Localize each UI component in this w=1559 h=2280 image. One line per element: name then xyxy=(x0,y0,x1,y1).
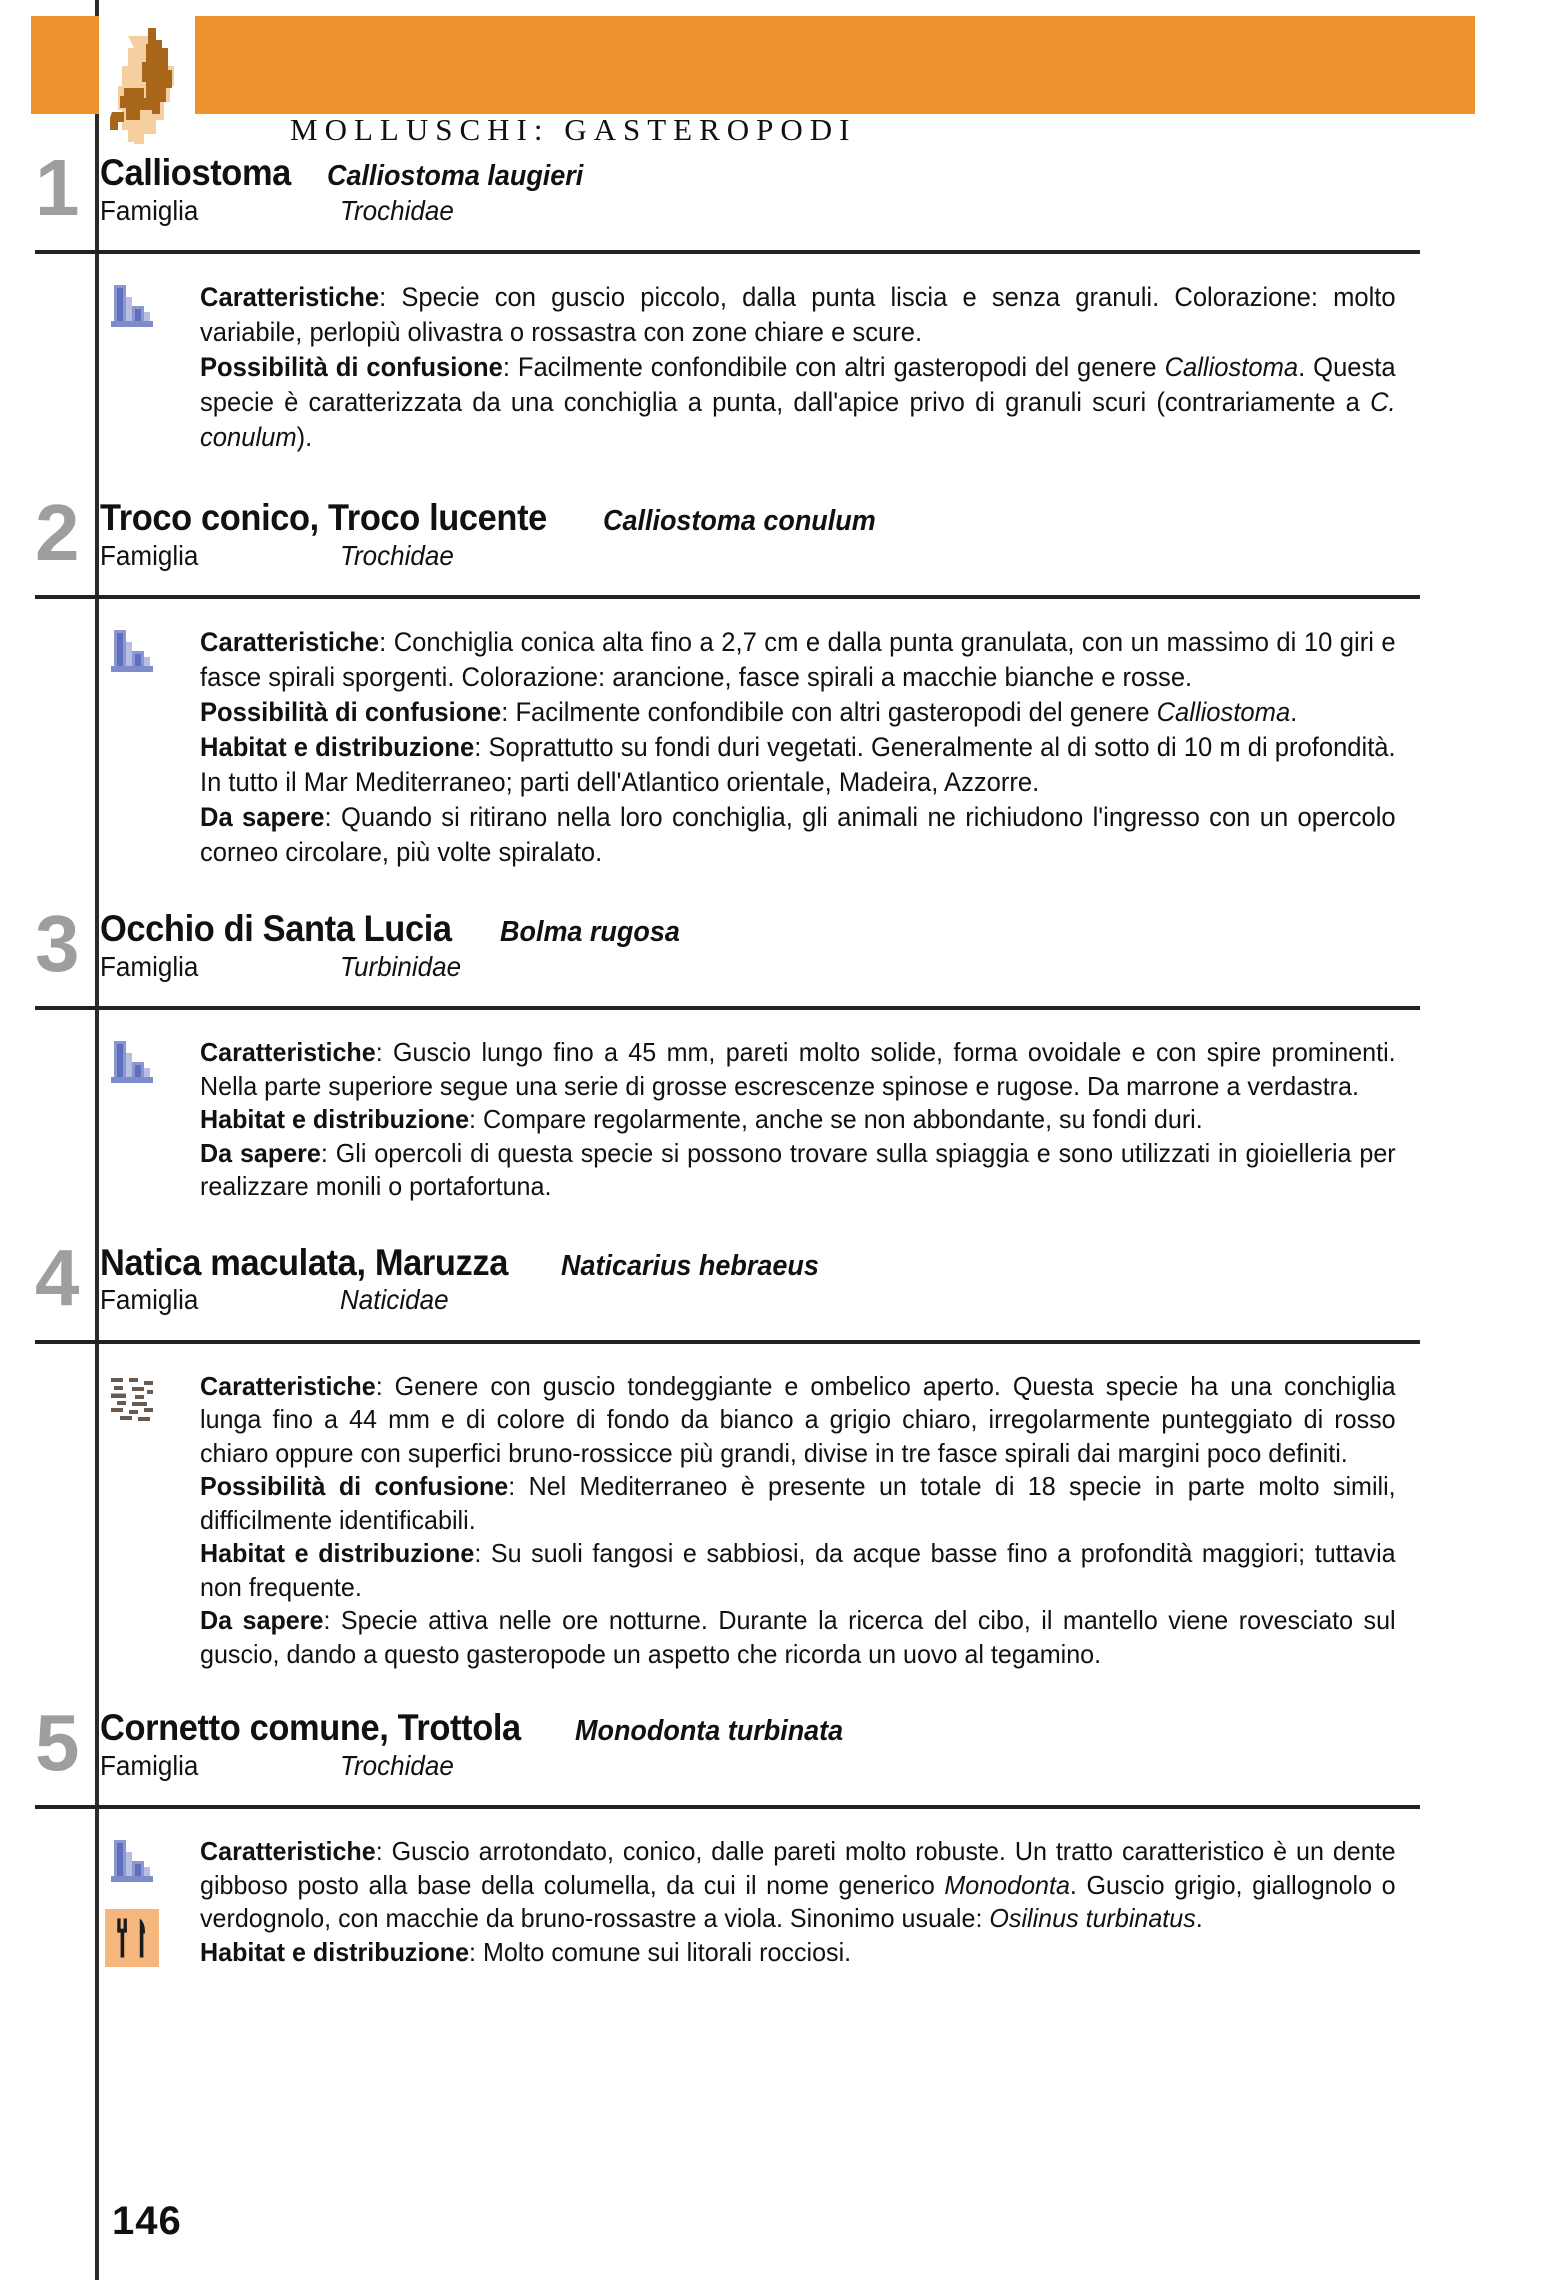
section-text: : Conchiglia conica alta fino a 2,7 cm e dalla punta granulata, con un massimo di 10 giri e fasce spirali sporgenti. Colorazione: arancione, fasce spirali a macchie bianche e rosse. xyxy=(200,627,1396,692)
family-label: Famiglia xyxy=(100,950,199,982)
entry-number: 2 xyxy=(35,488,80,577)
icon-column xyxy=(105,282,175,336)
entry-divider xyxy=(35,1340,1420,1344)
header-orange-band xyxy=(31,16,1475,114)
section-paragraph xyxy=(200,1370,1396,1471)
cutlery-edible-icon xyxy=(105,1909,159,1967)
entry-number: 1 xyxy=(35,143,80,232)
species-entry-2 xyxy=(0,488,1559,870)
common-name: Natica maculata, Maruzza xyxy=(100,1241,508,1283)
sand-bottom-icon xyxy=(105,1372,159,1426)
species-entry-3 xyxy=(0,899,1559,1204)
scientific-name: Calliostoma laugieri xyxy=(327,160,584,192)
section-heading: Caratteristiche xyxy=(200,1836,376,1866)
common-name: Calliostoma xyxy=(100,152,291,193)
common-name: Cornetto comune, Trottola xyxy=(100,1707,521,1748)
entry-heading xyxy=(35,488,1559,585)
section-heading: Caratteristiche xyxy=(200,1370,376,1401)
page-header xyxy=(0,0,1559,147)
section-heading: Da sapere xyxy=(200,802,325,832)
section-text: : Facilmente confondibile con altri gasteropodi del genere Calliostoma. xyxy=(501,697,1298,727)
section-heading: Possibilità di confusione xyxy=(200,697,502,727)
section-paragraph xyxy=(200,350,1396,455)
section-heading: Possibilità di confusione xyxy=(200,1471,509,1501)
scientific-name: Calliostoma conulum xyxy=(602,505,876,537)
shell-blue-icon xyxy=(105,1837,159,1891)
section-text: : Gli opercoli di questa specie si possono trovare sulla spiaggia e sono utilizzati in gioielleria per realizzare monili o portafortuna. xyxy=(200,1137,1396,1201)
section-heading: Possibilità di confusione xyxy=(200,352,503,382)
entry-number: 5 xyxy=(35,1698,80,1787)
section-heading: Habitat e distribuzione xyxy=(200,732,475,762)
section-heading: Caratteristiche xyxy=(200,1037,376,1067)
family-value: Turbinidae xyxy=(340,950,462,982)
entry-heading xyxy=(35,143,1559,240)
icon-column xyxy=(105,1837,175,1967)
section-paragraph xyxy=(200,1036,1396,1103)
shell-illustration-icon xyxy=(100,20,220,150)
entry-divider xyxy=(35,595,1420,599)
shell-blue-icon xyxy=(105,282,159,336)
family-value: Naticidae xyxy=(340,1284,449,1316)
section-paragraph xyxy=(200,1604,1396,1671)
common-name: Occhio di Santa Lucia xyxy=(100,908,452,949)
page-title: MOLLUSCHI: GASTEROPODI xyxy=(290,112,857,147)
family-value: Trochidae xyxy=(340,539,454,571)
family-value: Trochidae xyxy=(340,1749,454,1781)
section-paragraph xyxy=(200,695,1396,730)
section-text: : Molto comune sui litorali rocciosi. xyxy=(469,1936,852,1967)
entry-divider xyxy=(35,250,1420,254)
scientific-name: Naticarius hebraeus xyxy=(560,1249,819,1282)
family-value: Trochidae xyxy=(340,194,454,226)
entry-divider xyxy=(35,1805,1420,1809)
section-text: : Specie con guscio piccolo, dalla punta liscia e senza granuli. Colorazione: molto variabile, perlopiù olivastra o rossastra con zone chiare e scure. xyxy=(200,282,1396,347)
section-heading: Da sapere xyxy=(200,1137,321,1168)
page-number: 146 xyxy=(112,2199,182,2243)
entry-number: 4 xyxy=(35,1232,80,1322)
section-paragraph xyxy=(200,625,1396,695)
section-text: : Nel Mediterraneo è presente un totale di 18 specie in parte molto simili, difficilmente identificabili. xyxy=(200,1471,1396,1535)
section-heading: Caratteristiche xyxy=(200,627,380,657)
section-text: : Genere con guscio tondeggiante e ombelico aperto. Questa specie ha una conchiglia lunga fino a 44 mm e di colore di fondo da bianco a grigio chiaro, irregolarmente punteggiato di rosso chiaro oppure con superfici bruno-rossicce più grandi, divise in tre fasce spirali dai margini poco definiti. xyxy=(200,1370,1396,1468)
section-heading: Caratteristiche xyxy=(200,282,380,312)
section-paragraph xyxy=(200,1137,1396,1204)
scientific-name: Bolma rugosa xyxy=(500,916,680,948)
entry-body xyxy=(0,1370,1559,1672)
species-entry-1 xyxy=(0,143,1559,455)
scientific-name: Monodonta turbinata xyxy=(574,1715,843,1747)
section-text: : Su suoli fangosi e sabbiosi, da acque basse fino a profondità maggiori; tuttavia non frequente. xyxy=(200,1538,1396,1602)
family-label: Famiglia xyxy=(100,194,199,226)
section-heading: Habitat e distribuzione xyxy=(200,1538,475,1568)
section-paragraph xyxy=(200,730,1396,800)
entry-body xyxy=(0,1036,1559,1204)
section-text: : Guscio arrotondato, conico, dalle pareti molto robuste. Un tratto caratteristico è un dente gibboso posto alla base della columella, da cui il nome generico Monodonta. Guscio grigio, giallognolo o verdognolo, con macchie da bruno-rossastre a viola. Sinonimo usuale: Osilinus turbinatus. xyxy=(200,1836,1396,1933)
section-paragraph xyxy=(200,1835,1396,1936)
species-entry-5 xyxy=(0,1698,1559,1969)
section-paragraph xyxy=(200,1470,1396,1537)
section-text: : Guscio lungo fino a 45 mm, pareti molto solide, forma ovoidale e con spire prominenti. Nella parte superiore segue una serie di grosse escrescenze spinose e rugose. Da marrone a verdastra. xyxy=(200,1037,1396,1101)
icon-column xyxy=(105,1372,175,1426)
family-label: Famiglia xyxy=(100,1749,199,1781)
section-paragraph xyxy=(200,1103,1396,1137)
family-label: Famiglia xyxy=(100,1284,199,1316)
section-heading: Habitat e distribuzione xyxy=(200,1936,470,1967)
entry-body xyxy=(0,1835,1559,1969)
icon-column xyxy=(105,1038,175,1092)
section-paragraph xyxy=(200,800,1396,870)
entry-heading xyxy=(35,1232,1559,1330)
entry-body xyxy=(0,280,1559,455)
entry-heading xyxy=(35,899,1559,996)
section-paragraph xyxy=(200,280,1396,350)
family-label: Famiglia xyxy=(100,539,199,571)
section-text: : Soprattutto su fondi duri vegetati. Generalmente al di sotto di 10 m di profondità. In tutto il Mar Mediterraneo; parti dell'Atlantico orientale, Madeira, Azzorre. xyxy=(200,732,1396,797)
section-text: : Compare regolarmente, anche se non abbondante, su fondi duri. xyxy=(469,1104,1203,1134)
shell-blue-icon xyxy=(105,1038,159,1092)
entry-divider xyxy=(35,1006,1420,1010)
entry-heading xyxy=(35,1698,1559,1795)
shell-blue-icon xyxy=(105,627,159,681)
species-entry-4 xyxy=(0,1232,1559,1672)
section-heading: Habitat e distribuzione xyxy=(200,1104,470,1134)
entry-number: 3 xyxy=(35,899,80,988)
section-paragraph xyxy=(200,1936,1396,1970)
section-text: : Quando si ritirano nella loro conchiglia, gli animali ne richiudono l'ingresso con un opercolo corneo circolare, più volte spiralato. xyxy=(200,802,1396,867)
section-heading: Da sapere xyxy=(200,1605,324,1635)
section-paragraph xyxy=(200,1537,1396,1604)
section-text: : Facilmente confondibile con altri gasteropodi del genere Calliostoma. Questa specie è caratterizzata da una conchiglia a punta, dall'apice privo di granuli scuri (contrariamente a C. conulum). xyxy=(200,352,1396,452)
icon-column xyxy=(105,627,175,681)
section-text: : Specie attiva nelle ore notturne. Durante la ricerca del cibo, il mantello viene rovesciato sul guscio, dando a questo gasteropode un aspetto che ricorda un uovo al tegamino. xyxy=(200,1605,1396,1669)
entry-body xyxy=(0,625,1559,870)
common-name: Troco conico, Troco lucente xyxy=(100,497,547,538)
